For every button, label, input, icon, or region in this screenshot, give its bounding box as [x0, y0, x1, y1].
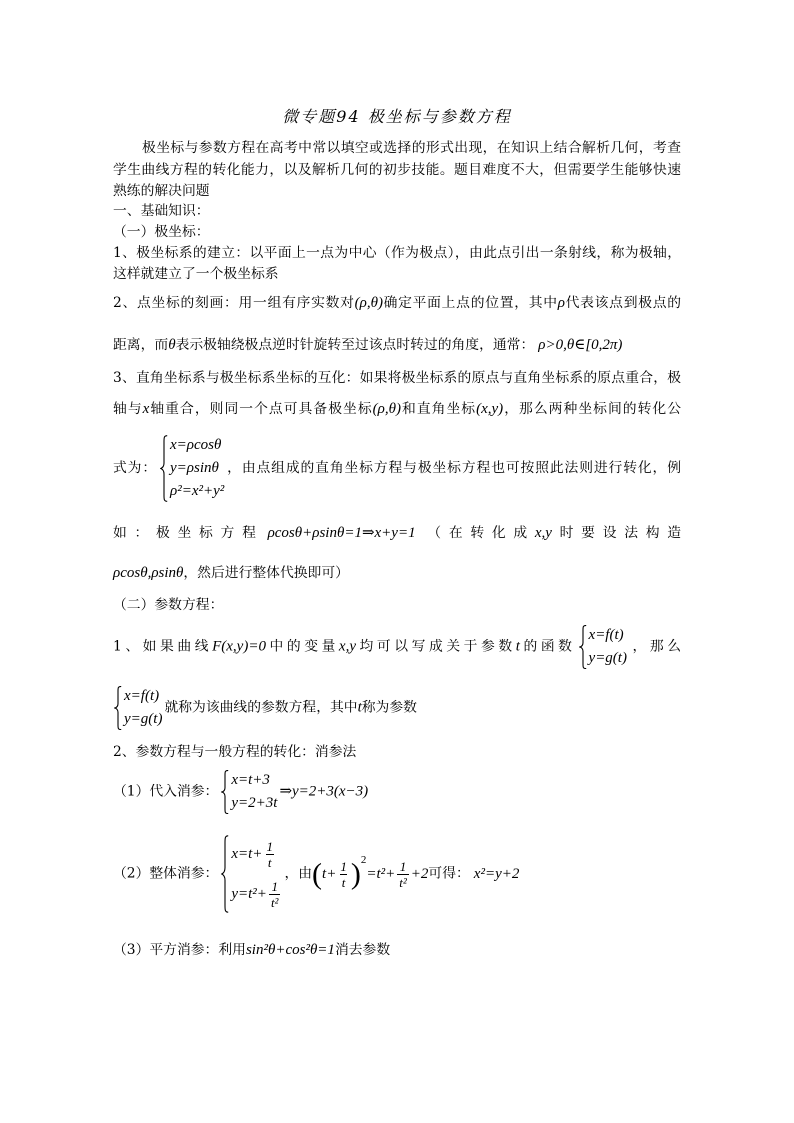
basics-heading: 一、基础知识： — [113, 203, 210, 219]
polar-item-1-line-2: 这样就建立了一个极坐标系 — [113, 266, 279, 282]
polar-item-2-text-e: 表示极轴绕极点逆时针旋转至过该点时转过的角度，通常： — [175, 337, 535, 353]
polar-item-3-line-1: 3、直角坐标系与极坐标系坐标的互化：如果将极坐标系的原点与直角坐标系的原点重合，极 — [113, 370, 681, 386]
row-1-lhs: x=t+ — [231, 846, 263, 862]
rhs-term: =t²+ — [366, 865, 396, 882]
polar-item-3-text-j: 时要设法构造 — [551, 525, 682, 541]
fraction — [397, 859, 409, 890]
curve-equation: F(x,y)=0 — [212, 638, 266, 655]
xy-symbol: x,y — [534, 525, 552, 541]
whole-elimination — [113, 834, 681, 914]
denominator: t — [267, 855, 272, 870]
numerator: 1 — [399, 858, 407, 874]
substitution-result: ⇒y=2+3(x−3) — [279, 783, 369, 800]
cartesian-coordinate-pair: (x,y) — [476, 401, 504, 417]
param-item-1-text-f: 就称为该曲线的参数方程，其中 — [164, 699, 358, 716]
polar-item-2-line-2 — [113, 333, 681, 357]
polar-item-3-text-h: 如：极坐标方程 — [113, 525, 264, 541]
left-brace — [114, 686, 122, 730]
equation-row: y=2+3t — [231, 795, 278, 811]
param-item-1-line-2 — [113, 685, 681, 731]
fraction — [264, 839, 275, 870]
equation-row: y=g(t) — [124, 711, 163, 727]
fraction — [338, 859, 349, 890]
numerator: 1 — [340, 858, 347, 874]
denominator: t — [341, 874, 346, 890]
param-item-2: 2、参数方程与一般方程的转化：消参法 — [113, 744, 357, 760]
polar-item-3-text-f: 式为： — [113, 460, 158, 476]
rhs-tail: +2 — [410, 865, 429, 882]
polar-item-2-text-d: 距离，而 — [113, 337, 169, 353]
equation-row: x=t+3 — [231, 772, 270, 788]
param-item-1-text-c: 均可以写成关于参数 — [356, 638, 516, 655]
parametric-equation-system — [113, 685, 162, 731]
right-paren: ) — [350, 857, 361, 890]
substitution-elimination — [113, 769, 681, 815]
equation-row: x=ρcosθ — [170, 437, 222, 453]
exponent: 2 — [360, 853, 367, 866]
param-item-1-text-e: ，那么 — [628, 638, 682, 655]
polar-item-3-text-k: ，然后进行整体代换即可） — [183, 565, 349, 581]
squared-identity — [312, 853, 429, 890]
page-title: 微专题94 极坐标与参数方程 — [282, 107, 512, 126]
denominator: t² — [270, 895, 279, 910]
polar-item-2-text-b: 确定平面上点的位置，其中 — [382, 295, 558, 311]
equation-row: x=f(t) — [124, 688, 160, 704]
polar-item-1-line-1: 1、极坐标系的建立：以平面上一点为中心（作为极点），由此点引出一条射线，称为极轴， — [113, 245, 681, 261]
equation-row: y=ρsinθ — [170, 460, 219, 476]
equation-row — [231, 834, 282, 874]
intro-line-3: 熟练的解决问题 — [113, 183, 210, 199]
intro-line-2: 学生曲线方程的转化能力，以及解析几何的初步技能。题目难度不大，但需要学生能够快速 — [113, 162, 681, 178]
numerator: 1 — [271, 879, 278, 894]
polar-range-formula: ρ>0,θ∈[0,2π) — [538, 337, 623, 353]
param-item-1-text-d: 的函数 — [519, 638, 576, 655]
polar-item-3-text-e: ，那么两种坐标间的转化公 — [503, 401, 682, 417]
numerator: 1 — [266, 839, 273, 854]
intro-line-1: 极坐标与参数方程在高考中常以填空或选择的形式出现，在知识上结合解析几何，考查 — [142, 140, 681, 156]
equation-row: ρ²=x²+y² — [170, 483, 225, 499]
example-equation: ρcosθ+ρsinθ=1⇒x+y=1 — [267, 525, 416, 541]
polar-coordinate-pair: (ρ,θ) — [354, 295, 383, 311]
polar-item-3-text-c: 轴重合，则同一个点可具备极坐标 — [149, 401, 373, 417]
polar-item-2-line-1 — [113, 291, 681, 315]
left-brace — [221, 835, 229, 913]
t-symbol: t — [357, 699, 362, 716]
left-brace — [221, 770, 229, 814]
whole-elimination-result: x²=y+2 — [473, 865, 520, 882]
denominator: t² — [399, 874, 407, 890]
trig-identity: sin²θ+cos²θ=1 — [245, 942, 335, 958]
param-item-1-line-1 — [113, 624, 681, 670]
row-2-lhs: y=t²+ — [231, 886, 267, 902]
equation-row: y=g(t) — [588, 650, 627, 666]
polar-coordinate-pair: (ρ,θ) — [372, 401, 401, 417]
left-brace — [579, 625, 587, 669]
square-elimination — [113, 938, 681, 962]
polar-item-3-text-g: ，由点组成的直角坐标方程与极坐标方程也可按照此法则进行转化，例 — [226, 460, 682, 476]
left-paren: ( — [312, 857, 323, 890]
polar-heading: （一）极坐标： — [113, 224, 210, 240]
sub-2-text-get: 可得： — [428, 865, 470, 882]
polar-item-3-text-b: 轴与 — [113, 401, 143, 417]
substitution-equation-system — [220, 769, 277, 815]
rho-symbol: ρ — [557, 295, 565, 311]
equation-row: x=f(t) — [588, 627, 624, 643]
inner-term: t+ — [322, 865, 337, 882]
example-line-1 — [113, 521, 681, 545]
polar-item-2-text-c: 代表该点到极点的 — [564, 295, 682, 311]
conversion-equation-system — [159, 434, 224, 503]
rho-cos-sin-terms: ρcosθ,ρsinθ — [113, 565, 184, 581]
t-symbol: t — [515, 638, 520, 655]
polar-item-3-text-i: （在转化成 — [419, 525, 535, 541]
xy-symbol: x,y — [338, 638, 356, 655]
sub-3-tail: 消去参数 — [334, 942, 391, 958]
x-axis-symbol: x — [142, 401, 150, 417]
theta-symbol: θ — [168, 337, 176, 353]
parametric-equation-system — [578, 624, 627, 670]
sub-2-label: （2）整体消参： — [113, 865, 219, 882]
sub-2-text-by: ，由 — [284, 865, 313, 882]
sub-3-label: （3）平方消参：利用 — [113, 942, 246, 958]
polar-item-3-text-d: 和直角坐标 — [400, 401, 477, 417]
sub-1-label: （1）代入消参： — [113, 783, 219, 800]
example-line-2 — [113, 561, 681, 585]
fraction — [269, 879, 281, 910]
left-brace — [160, 435, 168, 502]
param-item-1-text-a: 1、如果曲线 — [113, 638, 213, 655]
whole-elimination-equation-system — [220, 834, 282, 914]
param-item-1-text-g: 称为参数 — [361, 699, 417, 716]
polar-item-2-text-a: 2、点坐标的刻画：用一组有序实数对 — [113, 295, 355, 311]
equation-row — [231, 874, 282, 914]
param-item-1-text-b: 中的变量 — [265, 638, 339, 655]
param-heading: （二）参数方程： — [113, 597, 224, 613]
conversion-formula-line — [113, 434, 681, 503]
polar-item-3-line-2 — [113, 397, 681, 421]
